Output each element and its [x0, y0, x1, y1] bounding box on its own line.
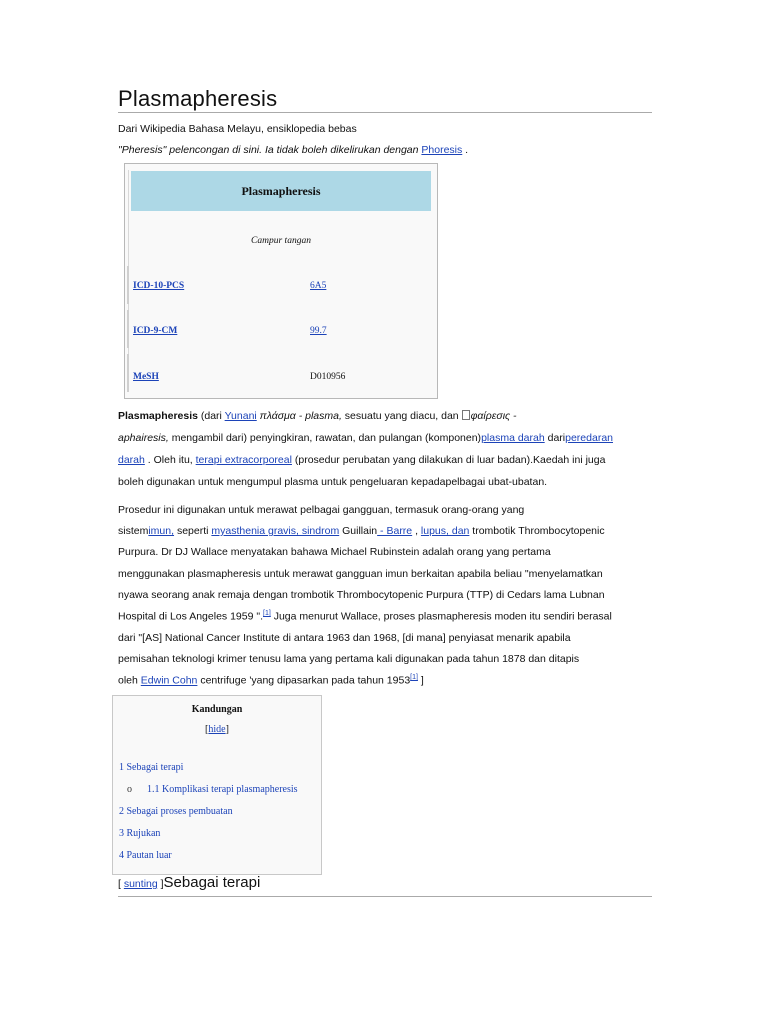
toc-title: Kandungan — [191, 704, 243, 715]
text: trombotik Thrombocytopenic — [469, 525, 605, 537]
toc-item-pautan-luar[interactable]: 4 Pautan luar — [119, 850, 172, 861]
infobox-value-icd9[interactable]: 99.7 — [310, 326, 327, 336]
bracket: [ — [205, 724, 209, 735]
paragraph-line — [118, 674, 424, 687]
text: Hospital di Los Angeles 1959 ". — [118, 610, 263, 623]
text: oleh — [118, 674, 141, 687]
hatnote-text: "Pheresis" pelencongan di sini. Ia tidak boleh dikelirukan dengan — [118, 144, 422, 156]
section-divider — [118, 896, 652, 897]
infobox-value-icd10[interactable]: 6A5 — [310, 281, 327, 291]
toc-item-proses-pembuatan[interactable]: 2 Sebagai proses pembuatan — [119, 806, 233, 817]
infobox-label-icd9[interactable]: ICD-9-CM — [133, 326, 178, 336]
greek-aphairesis: φαίρεσις - — [470, 410, 517, 422]
link-peredaran[interactable]: peredaran — [565, 432, 613, 444]
paragraph-line — [118, 610, 612, 623]
infobox-row-divider — [127, 310, 129, 348]
toc-item-komplikasi[interactable]: 1.1 Komplikasi terapi plasmapheresis — [147, 784, 298, 795]
toc-item-sebagai-terapi[interactable]: 1 Sebagai terapi — [119, 762, 184, 773]
text: (prosedur perubatan yang dilakukan di luar badan).Kaedah ini juga — [291, 454, 606, 466]
title-divider — [118, 112, 652, 113]
text: mengambil dari) penyingkiran, rawatan, dan pulangan (komponen) — [168, 432, 482, 444]
infobox-row-divider — [127, 266, 129, 304]
link-terapi-extracorporeal[interactable]: terapi extracorporeal — [195, 454, 292, 466]
text: seperti — [174, 525, 212, 537]
table-of-contents — [112, 695, 322, 875]
hatnote-end: . — [462, 144, 469, 156]
paragraph-line — [118, 454, 605, 466]
toc-hide-link[interactable]: hide — [208, 724, 226, 735]
link-myasthenia-gravis[interactable]: myasthenia gravis, sindrom — [211, 525, 340, 537]
infobox-subtitle: Campur tangan — [251, 236, 311, 246]
paragraph-line: pemisahan teknologi krimer tenusu lama yang pertama kali digunakan pada tahun 1878 dan ditapis — [118, 653, 580, 665]
section-title: Sebagai terapi — [163, 874, 261, 891]
infobox-value-mesh: D010956 — [310, 372, 346, 382]
link-barre[interactable]: - Barre — [377, 525, 413, 537]
edit-bracket: ] — [157, 878, 164, 890]
text: (dari — [197, 410, 225, 422]
from-line: Dari Wikipedia Bahasa Melayu, ensiklopedia bebas — [118, 123, 357, 135]
paragraph-line: menggunakan plasmapheresis untuk merawat gangguan imun berkaitan apabila beliau "menyelamatkan — [118, 568, 603, 580]
paragraph-line: nyawa seorang anak remaja dengan trombotik Thrombocytopenic Purpura (TTP) di Cedars lama Lubnan — [118, 589, 605, 601]
paragraph-line: Purpura. Dr DJ Wallace menyatakan bahawa Michael Rubinstein adalah orang yang pertama — [118, 546, 551, 558]
text: dari — [544, 432, 566, 444]
toc-bullet-icon: o — [127, 784, 132, 795]
link-yunani[interactable]: Yunani — [224, 410, 257, 422]
text: . Oleh itu, — [144, 454, 196, 466]
infobox-row-divider — [127, 354, 129, 392]
text: sesuatu yang diacu, dan — [341, 410, 462, 422]
link-imun[interactable]: imun, — [148, 525, 175, 537]
term-aphairesis: aphairesis, — [118, 432, 169, 444]
paragraph-line — [118, 525, 605, 537]
link-lupus[interactable]: lupus, dan — [420, 525, 470, 537]
text: Juga menurut Wallace, proses plasmapheresis moden itu sendiri berasal — [270, 610, 612, 623]
paragraph-line: boleh digunakan untuk mengumpul plasma untuk pengeluaran kepadapelbagai ubat-ubatan. — [118, 476, 548, 488]
bracket: ] — [225, 724, 229, 735]
text: Guillain — [339, 525, 378, 537]
section-heading-sebagai-terapi — [118, 874, 260, 892]
text: , — [412, 525, 421, 537]
infobox-label-icd10[interactable]: ICD-10-PCS — [133, 281, 185, 291]
hatnote — [118, 144, 468, 156]
ref-link-1b[interactable]: [1] — [410, 674, 418, 681]
infobox-label-mesh[interactable]: MeSH — [133, 372, 159, 382]
toc-hide-control — [113, 724, 321, 735]
greek-plasma: πλάσμα - plasma, — [256, 410, 342, 422]
ref-link-1[interactable]: [1] — [263, 610, 271, 617]
edit-bracket: [ — [118, 878, 124, 890]
missing-glyph-box — [462, 410, 470, 420]
page-title: Plasmapheresis — [118, 86, 278, 111]
text: centrifuge 'yang dipasarkan pada tahun 1953 — [197, 674, 411, 687]
paragraph-line: Prosedur ini digunakan untuk merawat pelbagai gangguan, termasuk orang-orang yang — [118, 504, 525, 516]
infobox — [124, 163, 438, 399]
link-darah[interactable]: darah — [118, 454, 145, 466]
paragraph-line — [118, 410, 517, 422]
text: sistem — [118, 525, 149, 537]
hatnote-link-phoresis[interactable]: Phoresis — [421, 144, 463, 156]
infobox-title: Plasmapheresis — [131, 171, 431, 211]
section-edit-link[interactable]: sunting — [123, 878, 158, 890]
link-edwin-cohn[interactable]: Edwin Cohn — [140, 674, 198, 687]
link-plasma-darah[interactable]: plasma darah — [481, 432, 545, 444]
lead-term: Plasmapheresis — [118, 410, 198, 422]
text: ] — [417, 674, 424, 687]
paragraph-line: dari "[AS] National Cancer Institute di antara 1963 dan 1968, [di mana] penyiasat menarik apabila — [118, 632, 571, 644]
toc-item-rujukan[interactable]: 3 Rujukan — [119, 828, 161, 839]
paragraph-line — [118, 432, 613, 444]
